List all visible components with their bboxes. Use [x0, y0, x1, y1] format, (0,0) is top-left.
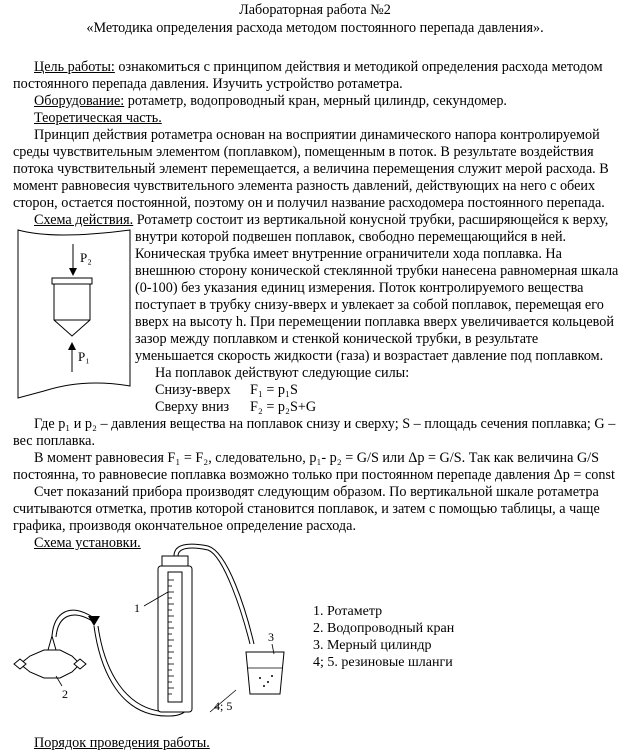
scheme-line-2: Коническая трубка имеет внутренние ограничители хода поплавка. На [135, 246, 562, 262]
force-1-equation: F₁ = p₁S [250, 382, 298, 398]
theory-line-4: момент равновесия чувствительного элемента разность давлений, действующих на него с обеих [13, 178, 596, 194]
float-body [54, 284, 90, 336]
arrow-p2-head [69, 268, 77, 276]
callout-1: 1 [134, 601, 140, 615]
goal-text-1: ознакомиться с принципом действия и методикой определения расхода методом [114, 59, 603, 75]
rotameter-cap [162, 556, 188, 566]
equipment-text: ротаметр, водопроводный кран, мерный цилиндр, секундомер. [124, 93, 507, 109]
theory-line-3: потока чувствительный элемент перемещается, а величина перемещения служит мерой расхода. В [13, 161, 609, 177]
scheme-label: Схема действия. [34, 212, 134, 228]
scheme-text-first: Ротаметр состоит из вертикальной конусной трубки, расширяющейся к верху, [133, 212, 609, 228]
goal-line-2: постоянного перепада давления. Изучить устройство ротаметра. [13, 76, 403, 92]
float-top [52, 278, 92, 284]
arrow-p1-head [68, 342, 76, 350]
theory-line-5: сторон, остается постоянной, поэтому он и получил название расходомера постоянного перепада. [13, 195, 605, 211]
theory-line-2: среды чувствительным элементом (поплавком), помещенным в поток. В результате воздействия [13, 144, 594, 160]
rotameter-tube [168, 572, 182, 702]
setup-heading: Схема установки. [34, 535, 141, 551]
callout-3: 3 [268, 630, 274, 644]
callout-2: 2 [62, 687, 68, 701]
label-p1: P₁ [78, 349, 90, 364]
scheme-line-6: вверх на высоту h. При перемещении поплавка вверх увеличивается кольцевой [135, 314, 614, 330]
forces-intro: На поплавок действуют следующие силы: [155, 365, 410, 381]
explain-line-2: вес поплавка. [13, 433, 95, 449]
theory-heading: Теоретическая часть. [34, 110, 162, 126]
scheme-line-5: поступает в трубку снизу-вверх и увлекает за собой поплавок, перемещая его [135, 297, 604, 313]
label-p2: P₂ [80, 250, 92, 265]
force-2-equation: F₂ = p₂S+G [250, 399, 317, 415]
setup-diagram [10, 540, 310, 720]
page-title: Лабораторная работа №2 [239, 2, 391, 18]
force-2-label: Сверху вниз [155, 399, 230, 415]
scheme-line-4: (0-100) без указания единиц измерения. Поток контролируемого вещества [135, 280, 584, 296]
funnel-connector [88, 616, 100, 626]
explain-line-1: Где p₁ и p₂ – давления вещества на поплавок снизу и сверху; S – площадь сечения поплавка; G – [34, 416, 616, 432]
reading-line-1: Счет показаний прибора производят следующим образом. По вертикальной шкале ротаметра [34, 484, 599, 500]
procedure-heading: Порядок проведения работы. [34, 735, 210, 751]
tap-body [20, 650, 80, 678]
cylinder [246, 652, 284, 694]
tap-stem [48, 636, 56, 650]
scheme-line-1: внутри которой подвешен поплавок, свободно перемещающийся в ней. [135, 229, 567, 245]
legend-item-1: 1. Ротаметр [313, 604, 383, 619]
theory-line-1: Принцип действия ротаметра основан на восприятии динамического напора контролируемой [34, 127, 600, 143]
force-1-label: Снизу-вверх [155, 382, 231, 398]
equilibrium-line-2: постоянна, то равновесие поплавка возможно только при постоянном перепаде давления Δp = const [13, 467, 615, 483]
equipment-line [34, 93, 507, 110]
float-diagram [14, 226, 132, 400]
legend-item-2: 2. Водопроводный кран [313, 621, 455, 636]
scheme-line-8: уменьшается скорость жидкости (газа) и возрастает давление под поплавком. [135, 348, 604, 364]
reading-line-3: графика, производя окончательное определение расхода. [13, 518, 356, 534]
goal-line-1 [34, 59, 603, 76]
hose-tap-to-funnel-inner [56, 615, 94, 637]
equipment-label: Оборудование: [34, 93, 125, 109]
callout-45: 4; 5 [214, 699, 233, 713]
reading-line-2: считываются отметка, против которой становится поплавок, и затем с помощью таблицы, а чаще [13, 501, 600, 517]
scheme-line-3: внешнюю сторону конической стеклянной трубки нанесена равномерная шкала [135, 263, 619, 279]
page-subtitle: «Методика определения расхода методом постоянного перепада давления». [86, 20, 544, 36]
hose-tap-to-funnel [52, 610, 94, 636]
equilibrium-line-1: В момент равновесия F₁ = F₂, следовательно, p₁- p₂ = G/S или Δp = G/S. Так как величина G/S [34, 450, 600, 466]
scheme-line-7: зазор между поплавком и стенкой конической трубки, в результате [135, 331, 539, 347]
goal-label: Цель работы: [34, 59, 115, 75]
legend-item-4: 4; 5. резиновые шланги [313, 655, 453, 670]
legend-item-3: 3. Мерный цилиндр [313, 638, 432, 653]
